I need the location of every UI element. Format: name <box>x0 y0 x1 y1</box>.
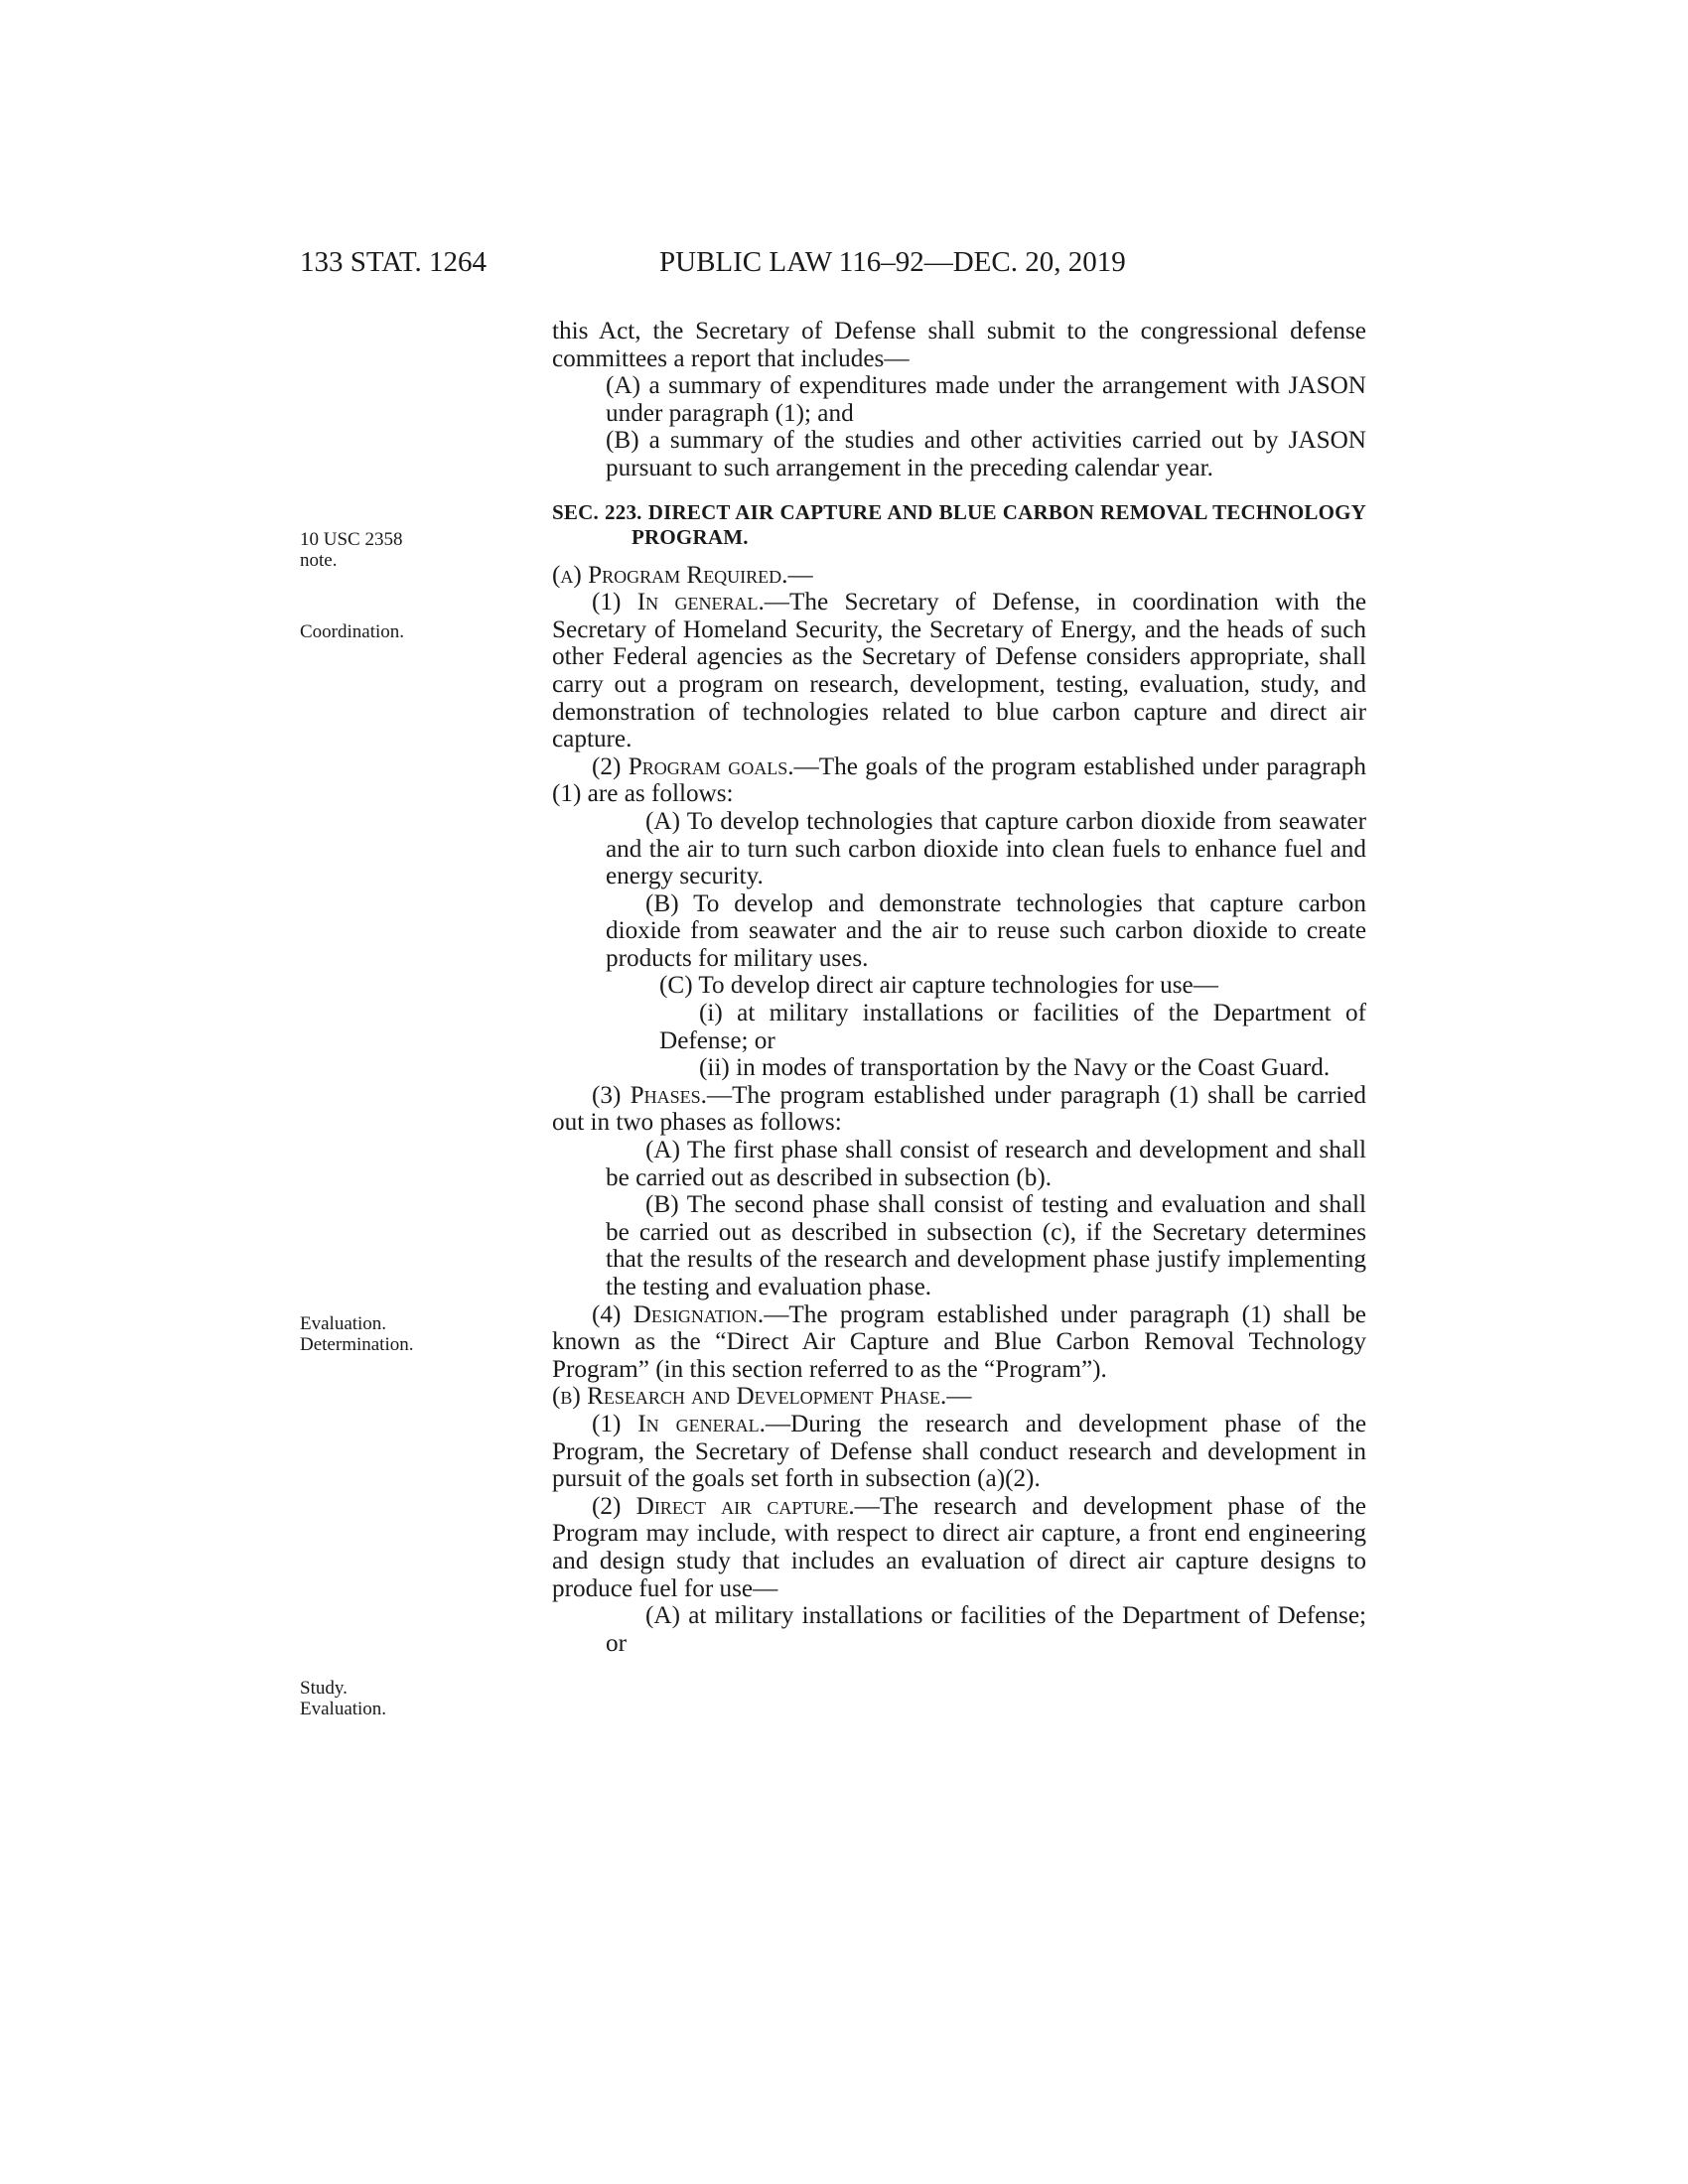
margin-note-usc <box>300 529 459 571</box>
section-heading: SEC. 223. DIRECT AIR CAPTURE AND BLUE CARBON REMOVAL TECHNOLOGY PROGRAM. <box>552 499 1366 549</box>
paragraph-a2-C: (C) To develop direct air capture technologies for use— <box>659 972 1218 1000</box>
paragraph-b1 <box>552 1411 1366 1493</box>
paragraph-a3-A: (A) The first phase shall consist of research and development and shall be carried out as described in subsection (b). <box>606 1137 1366 1191</box>
margin-note-coordination <box>300 621 459 642</box>
document-body <box>552 318 1366 1657</box>
subsection-a-heading <box>552 562 1366 590</box>
paragraph-b1-label: (1) In general. <box>592 1410 766 1437</box>
margin-note-usc-line1: 10 USC 2358 <box>300 529 403 550</box>
intro-paragraph: this Act, the Secretary of Defense shall submit to the congressional defense committees a report that includes— <box>552 318 1366 372</box>
paragraph-a2-text: —The goals of the program established under paragraph (1) are as follows: <box>552 752 1366 808</box>
margin-note-coordination-text: Coordination. <box>300 621 405 642</box>
paragraph-a3-label: (3) Phases. <box>592 1081 707 1109</box>
paragraph-a3-B: (B) The second phase shall consist of testing and evaluation and shall be carried out as described in subsection (c), if the Secretary determines that the results of the research and development phase justify implementing the testing and evaluation phase. <box>606 1191 1366 1300</box>
margin-note-evaluation-determination <box>300 1313 459 1355</box>
paragraph-b2-text: —The research and development phase of the Program may include, with respect to direct air capture, a front end engineering and design study that includes an evaluation of direct air capture designs to produce fuel for use— <box>552 1492 1366 1602</box>
paragraph-a3 <box>552 1082 1366 1137</box>
public-law-title: PUBLIC LAW 116–92—DEC. 20, 2019 <box>659 246 1126 278</box>
paragraph-b2-label: (2) Direct air capture. <box>592 1492 855 1520</box>
intro-item-b: (B) a summary of the studies and other activities carried out by JASON pursuant to such arrangement in the preceding calendar year. <box>606 427 1366 481</box>
intro-item-a: (A) a summary of expenditures made under the arrangement with JASON under paragraph (1); and <box>606 372 1366 427</box>
paragraph-a4-label: (4) Designation. <box>592 1300 765 1328</box>
margin-note-evaluation2-text: Evaluation. <box>300 1699 387 1719</box>
margin-note-evaluation-text: Evaluation. <box>300 1313 387 1334</box>
paragraph-a4-text: —The program established under paragraph (1) shall be known as the “Direct Air Capture and Blue Carbon Removal Technology Program” (in this section referred to as the “Program”). <box>552 1300 1366 1383</box>
paragraph-a2-C-i: (i) at military installations or facilities of the Department of Defense; or <box>659 1000 1366 1054</box>
paragraph-b2 <box>552 1493 1366 1602</box>
paragraph-a2-label: (2) Program goals. <box>592 752 794 780</box>
subsection-b-title: (b) Research and Development Phase.— <box>552 1383 972 1411</box>
subsection-a-title: (a) Program Required.— <box>552 561 813 589</box>
paragraph-a1-text: —The Secretary of Defense, in coordination with the Secretary of Homeland Security, the Secretary of Energy, and the heads of such other Federal agencies as the Secretary of Defense considers appropriate, shall carry out a program on research, development, testing, evaluation, study, and demonstration of technologies related to blue carbon capture and direct air capture. <box>552 589 1366 753</box>
running-head <box>300 246 1370 286</box>
paragraph-b2-A: (A) at military installations or facilities of the Department of Defense; or <box>606 1602 1366 1657</box>
paragraph-a4 <box>552 1301 1366 1384</box>
subsection-b-heading <box>552 1383 1366 1411</box>
paragraph-b1-text: —During the research and development phase of the Program, the Secretary of Defense shall conduct research and development in pursuit of the goals set forth in subsection (a)(2). <box>552 1410 1367 1493</box>
margin-note-study-evaluation <box>300 1678 459 1719</box>
paragraph-a2-B: (B) To develop and demonstrate technologies that capture carbon dioxide from seawater and the air to reuse such carbon dioxide to create products for military uses. <box>606 889 1366 972</box>
paragraph-a3-text: —The program established under paragraph (1) shall be carried out in two phases as follows: <box>552 1081 1366 1137</box>
paragraph-a2-A: (A) To develop technologies that capture carbon dioxide from seawater and the air to turn such carbon dioxide into clean fuels to enhance fuel and energy security. <box>606 807 1366 890</box>
margin-note-determination-text: Determination. <box>300 1334 414 1355</box>
paragraph-a2 <box>552 753 1366 808</box>
paragraph-a2-C-ii: (ii) in modes of transportation by the Navy or the Coast Guard. <box>699 1054 1331 1082</box>
paragraph-a1-label: (1) In general. <box>592 589 765 616</box>
paragraph-a1 <box>552 589 1366 753</box>
margin-note-usc-line2: note. <box>300 550 338 571</box>
margin-note-study-text: Study. <box>300 1678 348 1699</box>
page-statute-number: 133 STAT. 1264 <box>300 246 488 278</box>
